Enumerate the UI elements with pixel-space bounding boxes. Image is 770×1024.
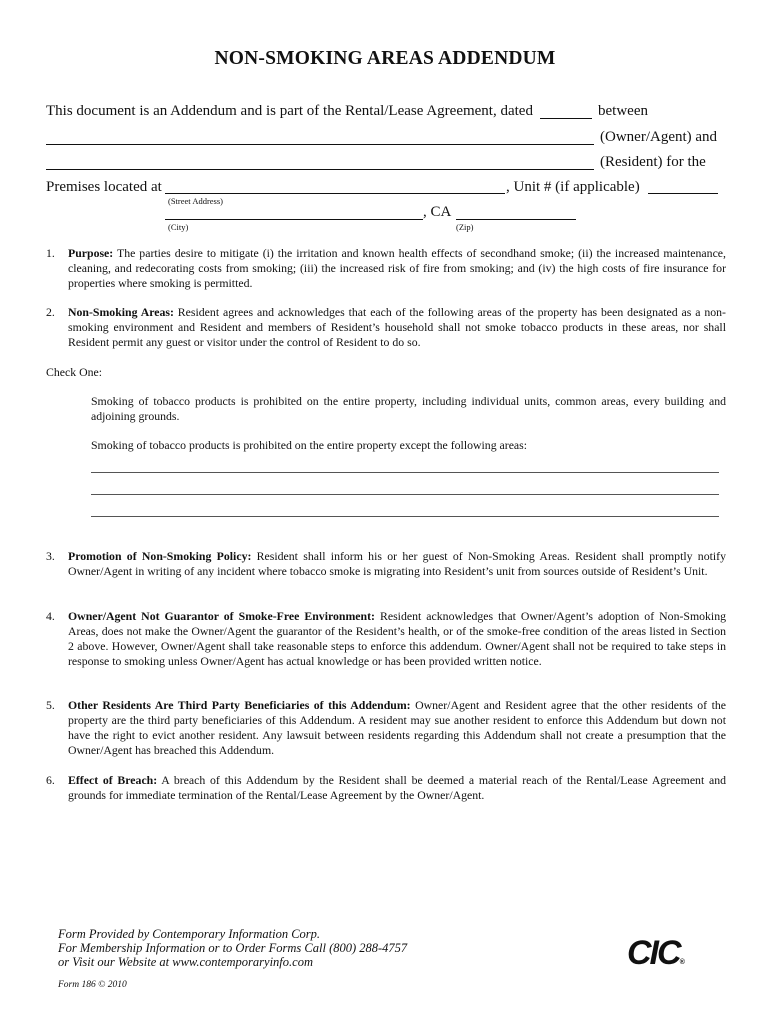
street-address-field[interactable]	[165, 193, 505, 194]
excepted-areas-line[interactable]	[91, 472, 719, 473]
zip-caption: (Zip)	[456, 222, 474, 232]
cic-logo-text: CIC	[627, 934, 680, 972]
section-number: 1.	[46, 246, 55, 260]
section-text: Resident agrees and acknowledges that each of the following areas of the property has been designated as a non-smoking environment and Resident and members of Resident’s household shall not smoke tobacco products in these areas, nor shall Resident permit any guest or visitor under the control of Resident to do so.	[68, 305, 726, 349]
excepted-areas-line[interactable]	[91, 494, 719, 495]
check-option-except-areas[interactable]: Smoking of tobacco products is prohibited on the entire property except the following areas:	[91, 438, 528, 452]
section-heading: Other Residents Are Third Party Beneficiaries of this Addendum:	[68, 698, 411, 712]
cic-logo	[627, 934, 683, 973]
between-label: between	[598, 103, 648, 119]
section-not-guarantor	[68, 609, 726, 669]
addendum-intro-text: This document is an Addendum and is part of the Rental/Lease Agreement, dated	[46, 103, 533, 119]
footer-membership: For Membership Information or to Order Forms Call (800) 288-4757	[58, 941, 408, 955]
section-effect-of-breach	[68, 773, 726, 803]
section-heading: Non-Smoking Areas:	[68, 305, 174, 319]
section-non-smoking-areas	[68, 305, 726, 350]
unit-label: , Unit # (if applicable)	[506, 179, 640, 195]
section-heading: Promotion of Non-Smoking Policy:	[68, 549, 252, 563]
owner-agent-label: (Owner/Agent) and	[600, 129, 718, 145]
city-field[interactable]	[165, 219, 423, 220]
section-number: 4.	[46, 609, 55, 623]
section-text: Owner/Agent and Resident agree that the other residents of the property are the third party beneficiaries of this Addendum. A resident may sue another resident to enforce this Addendum but down not have the right to evict another resident. Any lawsuit between residents regarding this Addendum shall not create a presumption that the Owner/Agent has breached this Addendum.	[68, 698, 726, 757]
document-title: NON-SMOKING AREAS ADDENDUM	[214, 48, 556, 69]
date-field[interactable]	[540, 118, 592, 119]
section-third-party-beneficiaries	[68, 698, 726, 758]
section-number: 5.	[46, 698, 55, 712]
check-option-entire-property[interactable]: Smoking of tobacco products is prohibited on the entire property, including individual units, common areas, every building and adjoining grounds.	[91, 394, 726, 423]
section-text: A breach of this Addendum by the Resident shall be deemed a material reach of the Rental/Lease Agreement and grounds for immediate termination of the Rental/Lease Agreement by the Owner/Agent.	[68, 773, 726, 802]
footer-provider: Form Provided by Contemporary Information Corp.	[58, 927, 321, 941]
city-caption: (City)	[168, 222, 189, 232]
section-number: 2.	[46, 305, 55, 319]
excepted-areas-line[interactable]	[91, 516, 719, 517]
section-number: 6.	[46, 773, 55, 787]
section-text: Resident acknowledges that Owner/Agent’s adoption of Non-Smoking Areas, does not make the Owner/Agent the guarantor of the Resident’s health, or of the smoke-free condition of the areas listed in Section 2 above. However, Owner/Agent shall take reasonable steps to enforce this addendum. Owner/Agent shall not be required to take steps in response to smoking unless Owner/Agent has actual knowledge or has been provided written notice.	[68, 609, 727, 668]
section-heading: Effect of Breach:	[68, 773, 158, 787]
resident-field[interactable]	[46, 169, 594, 170]
street-address-caption: (Street Address)	[168, 196, 224, 206]
section-text: The parties desire to mitigate (i) the irritation and known health effects of secondhand smoke; (ii) the increased maintenance, cleaning, and redecorating costs from smoking; (iii) the increased risk of fire from smoking; and (iv) the high costs of fire insurance for properties where smoking is permitted.	[68, 246, 726, 290]
resident-label: (Resident) for the	[600, 154, 706, 170]
ca-label: , CA	[423, 204, 452, 220]
section-heading: Owner/Agent Not Guarantor of Smoke-Free Environment:	[68, 609, 375, 623]
unit-field[interactable]	[648, 193, 718, 194]
section-number: 3.	[46, 549, 55, 563]
section-promotion-policy	[68, 549, 726, 579]
section-text: Resident shall inform his or her guest of Non-Smoking Areas. Resident shall promptly notify Owner/Agent in writing of any incident where tobacco smoke is migrating into Resident’s unit from sources outside of Resident’s Unit.	[68, 549, 726, 578]
section-heading: Purpose:	[68, 246, 114, 260]
section-purpose	[68, 246, 726, 291]
check-one-label: Check One:	[46, 365, 103, 379]
premises-label: Premises located at	[46, 179, 162, 195]
form-number: Form 186 © 2010	[58, 980, 127, 990]
owner-agent-field[interactable]	[46, 144, 594, 145]
footer-website: or Visit our Website at www.contemporaryinfo.com	[58, 955, 313, 969]
registered-mark: ®	[679, 959, 683, 966]
zip-field[interactable]	[456, 219, 576, 220]
